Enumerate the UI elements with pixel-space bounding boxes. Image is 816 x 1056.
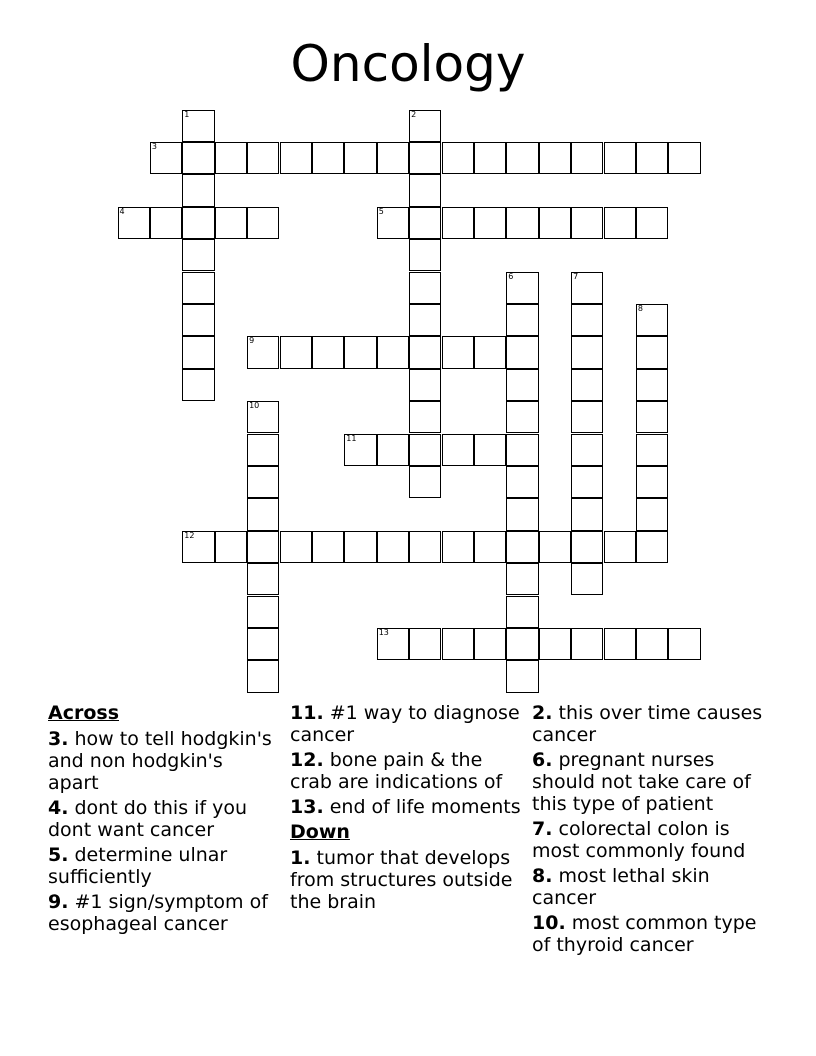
grid-cell[interactable]: [150, 207, 182, 239]
grid-cell[interactable]: [636, 207, 668, 239]
grid-cell[interactable]: [344, 434, 376, 466]
grid-cell[interactable]: [377, 628, 409, 660]
clue-across-12: 12. bone pain & the crab are indications of: [290, 749, 503, 793]
clue-number: 10: [249, 401, 260, 411]
grid-cell[interactable]: [571, 304, 603, 336]
grid-cell[interactable]: [409, 434, 441, 466]
grid-cell[interactable]: [312, 531, 344, 563]
grid-cell[interactable]: [409, 174, 441, 206]
grid-cell[interactable]: [182, 174, 214, 206]
clue-number: 9: [249, 336, 255, 346]
grid-cell[interactable]: [409, 142, 441, 174]
grid-cell[interactable]: [636, 336, 668, 368]
grid-cell[interactable]: [247, 336, 279, 368]
grid-cell[interactable]: [506, 142, 538, 174]
grid-cell[interactable]: [506, 563, 538, 595]
grid-cell[interactable]: [409, 531, 441, 563]
grid-cell[interactable]: [571, 434, 603, 466]
grid-cell[interactable]: [474, 336, 506, 368]
grid-cell[interactable]: [409, 401, 441, 433]
grid-cell[interactable]: [442, 336, 474, 368]
grid-cell[interactable]: [636, 628, 668, 660]
grid-cell[interactable]: [182, 110, 214, 142]
grid-cell[interactable]: [118, 207, 150, 239]
grid-cell[interactable]: [442, 434, 474, 466]
grid-cell[interactable]: [636, 369, 668, 401]
grid-cell[interactable]: [344, 531, 376, 563]
grid-cell[interactable]: [280, 142, 312, 174]
grid-cell[interactable]: [247, 628, 279, 660]
grid-cell[interactable]: [571, 628, 603, 660]
clue-number: 7: [573, 271, 579, 281]
grid-cell[interactable]: [442, 628, 474, 660]
grid-cell[interactable]: [571, 142, 603, 174]
grid-cell[interactable]: [247, 434, 279, 466]
clue-down-1: 1. tumor that develops from structures outside the brain: [290, 847, 513, 913]
grid-cell[interactable]: [571, 563, 603, 595]
grid-cell[interactable]: [668, 628, 700, 660]
grid-cell[interactable]: [280, 531, 312, 563]
grid-cell[interactable]: [215, 142, 247, 174]
grid-cell[interactable]: [182, 207, 214, 239]
grid-cell[interactable]: [409, 628, 441, 660]
grid-cell[interactable]: [247, 498, 279, 530]
clue-number: 2: [411, 109, 417, 119]
grid-cell[interactable]: [474, 531, 506, 563]
grid-cell[interactable]: [571, 466, 603, 498]
clues-column-2: [290, 702, 522, 916]
grid-cell[interactable]: [377, 434, 409, 466]
grid-cell[interactable]: [182, 239, 214, 271]
grid-cell[interactable]: [150, 142, 182, 174]
grid-cell[interactable]: [636, 401, 668, 433]
grid-cell[interactable]: [409, 207, 441, 239]
grid-cell[interactable]: [409, 369, 441, 401]
grid-cell[interactable]: [571, 369, 603, 401]
clue-number: 4: [119, 206, 125, 216]
grid-cell[interactable]: [377, 531, 409, 563]
grid-cell[interactable]: [636, 498, 668, 530]
grid-cell[interactable]: [506, 336, 538, 368]
grid-cell[interactable]: [409, 272, 441, 304]
grid-cell[interactable]: [182, 304, 214, 336]
grid-cell[interactable]: [506, 272, 538, 304]
grid-cell[interactable]: [247, 142, 279, 174]
grid-cell[interactable]: [247, 466, 279, 498]
grid-cell[interactable]: [312, 336, 344, 368]
grid-cell[interactable]: [247, 596, 279, 628]
grid-cell[interactable]: [636, 531, 668, 563]
grid-cell[interactable]: [604, 628, 636, 660]
grid-cell[interactable]: [636, 304, 668, 336]
clue-across-11: 11. #1 way to diagnose cancer: [290, 702, 520, 746]
grid-cell[interactable]: [636, 142, 668, 174]
grid-cell[interactable]: [247, 401, 279, 433]
grid-cell[interactable]: [182, 531, 214, 563]
clue-across-9: 9. #1 sign/symptom of esophageal cancer: [48, 891, 268, 935]
grid-cell[interactable]: [604, 207, 636, 239]
grid-cell[interactable]: [604, 142, 636, 174]
grid-cell[interactable]: [571, 401, 603, 433]
grid-cell[interactable]: [409, 304, 441, 336]
clue-number: 3: [151, 141, 157, 151]
grid-cell[interactable]: [247, 531, 279, 563]
grid-cell[interactable]: [539, 207, 571, 239]
grid-cell[interactable]: [506, 660, 538, 692]
grid-cell[interactable]: [442, 207, 474, 239]
grid-cell[interactable]: [571, 531, 603, 563]
grid-cell[interactable]: [571, 207, 603, 239]
grid-cell[interactable]: [474, 628, 506, 660]
grid-cell[interactable]: [182, 336, 214, 368]
grid-cell[interactable]: [506, 207, 538, 239]
down-heading: Down: [290, 821, 350, 843]
grid-cell[interactable]: [247, 207, 279, 239]
grid-cell[interactable]: [312, 142, 344, 174]
grid-cell[interactable]: [474, 434, 506, 466]
clue-number: 1: [184, 109, 190, 119]
clues-column-3: [532, 702, 777, 959]
grid-cell[interactable]: [539, 531, 571, 563]
grid-cell[interactable]: [539, 628, 571, 660]
grid-cell[interactable]: [506, 304, 538, 336]
clue-down-6: 6. pregnant nurses should not take care of this type of patient: [532, 749, 751, 815]
clue-across-5: 5. determine ulnar sufficiently: [48, 844, 228, 888]
clue-across-13: 13. end of life moments: [290, 796, 521, 818]
clue-down-10: 10. most common type of thyroid cancer: [532, 912, 757, 956]
grid-cell[interactable]: [182, 142, 214, 174]
page-title: Oncology: [290, 35, 526, 93]
clue-number: 11: [346, 433, 357, 443]
grid-cell[interactable]: [377, 336, 409, 368]
grid-cell[interactable]: [506, 401, 538, 433]
clue-number: 5: [378, 206, 384, 216]
grid-cell[interactable]: [442, 531, 474, 563]
clue-number: 12: [184, 530, 195, 540]
grid-cell[interactable]: [409, 110, 441, 142]
grid-cell[interactable]: [571, 498, 603, 530]
clues-column-1: [48, 702, 278, 938]
grid-cell[interactable]: [506, 531, 538, 563]
grid-cell[interactable]: [377, 142, 409, 174]
grid-cell[interactable]: [506, 498, 538, 530]
grid-cell[interactable]: [182, 272, 214, 304]
grid-cell[interactable]: [215, 207, 247, 239]
clue-number: 13: [378, 627, 389, 637]
grid-cell[interactable]: [377, 207, 409, 239]
clue-down-7: 7. colorectal colon is most commonly found: [532, 818, 746, 862]
grid-cell[interactable]: [409, 239, 441, 271]
grid-cell[interactable]: [474, 142, 506, 174]
grid-cell[interactable]: [506, 596, 538, 628]
clue-number: 6: [508, 271, 514, 281]
clue-across-3: 3. how to tell hodgkin's and non hodgkin's apart: [48, 728, 272, 794]
grid-cell[interactable]: [409, 336, 441, 368]
grid-cell[interactable]: [636, 466, 668, 498]
grid-cell[interactable]: [506, 628, 538, 660]
grid-cell[interactable]: [247, 660, 279, 692]
clue-across-4: 4. dont do this if you dont want cancer: [48, 797, 248, 841]
grid-cell[interactable]: [442, 142, 474, 174]
grid-cell[interactable]: [474, 207, 506, 239]
across-heading: Across: [48, 702, 120, 724]
grid-cell[interactable]: [409, 466, 441, 498]
clue-number: 8: [637, 303, 643, 313]
grid-cell[interactable]: [344, 142, 376, 174]
grid-cell[interactable]: [571, 336, 603, 368]
grid-cell[interactable]: [280, 336, 312, 368]
grid-cell[interactable]: [344, 336, 376, 368]
grid-cell[interactable]: [668, 142, 700, 174]
grid-cell[interactable]: [506, 466, 538, 498]
grid-cell[interactable]: [571, 272, 603, 304]
grid-cell[interactable]: [247, 563, 279, 595]
clue-down-8: 8. most lethal skin cancer: [532, 865, 710, 909]
grid-cell[interactable]: [215, 531, 247, 563]
grid-cell[interactable]: [182, 369, 214, 401]
grid-cell[interactable]: [539, 142, 571, 174]
clue-down-2: 2. this over time causes cancer: [532, 702, 763, 746]
grid-cell[interactable]: [506, 434, 538, 466]
grid-cell[interactable]: [604, 531, 636, 563]
grid-cell[interactable]: [506, 369, 538, 401]
grid-cell[interactable]: [636, 434, 668, 466]
